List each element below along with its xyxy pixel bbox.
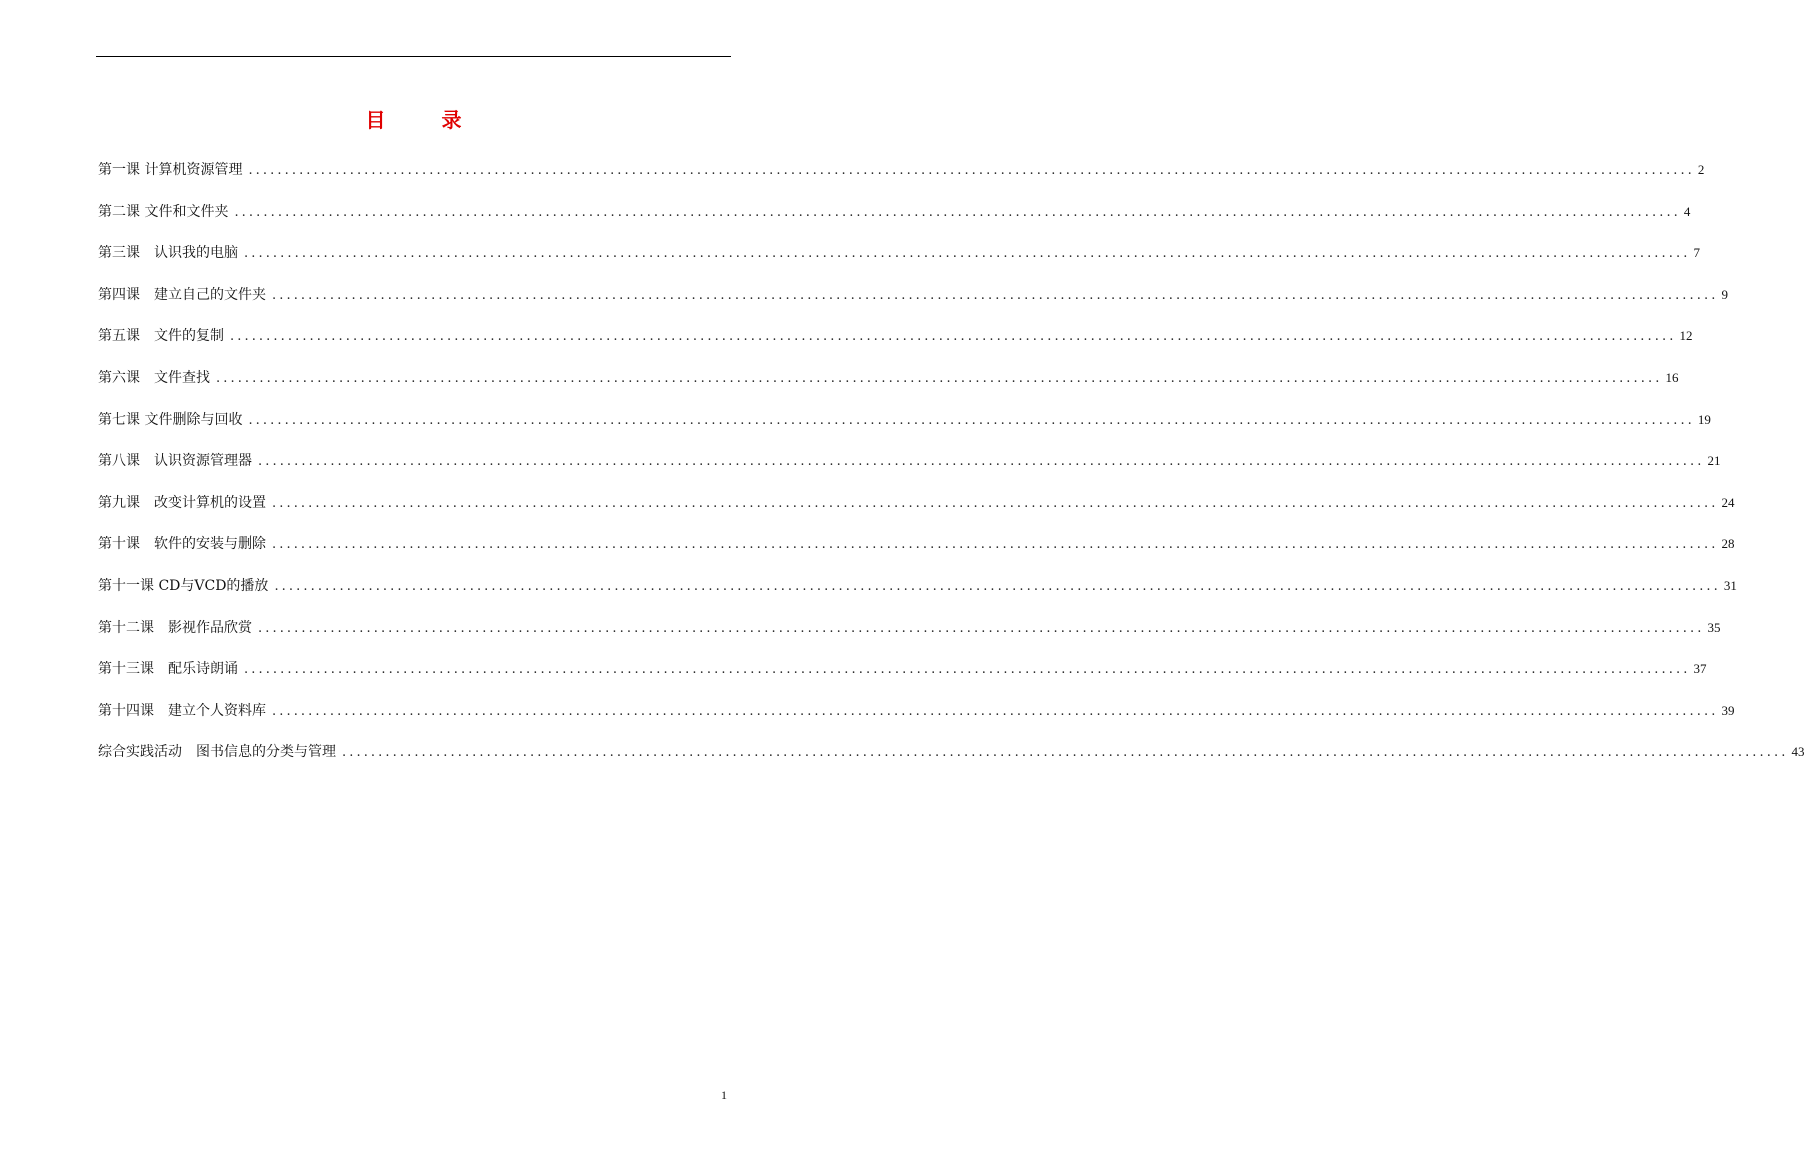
dot-leader: ........................................................................................................................................................................................................ [248,412,1695,428]
toc-entry-label: 综合实践活动 图书信息的分类与管理 [98,744,336,761]
dot-leader: ........................................................................................................................................................................................................ [272,287,1719,303]
toc-entry-label: 第十二课 影视作品欣赏 [98,619,252,636]
dot-leader: ........................................................................................................................................................................................................ [258,620,1705,636]
toc-entry[interactable] [98,367,1679,409]
toc-entry-page: 35 [1707,619,1721,635]
toc-entry-label: 第十课 软件的安装与删除 [98,536,266,553]
toc-entry-label: 第九课 改变计算机的设置 [98,494,266,511]
toc-entry-page: 12 [1679,328,1693,344]
toc-entry-page: 21 [1707,453,1721,469]
toc-entry[interactable] [98,617,1721,659]
dot-leader: ........................................................................................................................................................................................................ [258,454,1705,470]
toc-entry-page: 16 [1665,369,1679,385]
header-rule [96,56,731,57]
dot-leader: ........................................................................................................................................................................................................ [272,703,1719,719]
toc-entry[interactable] [98,201,1691,243]
toc-entry[interactable] [98,159,1705,201]
toc-entry[interactable] [98,575,1737,617]
toc-entry-label: 第十四课 建立个人资料库 [98,702,266,719]
dot-leader: ........................................................................................................................................................................................................ [244,246,1691,262]
toc-entry[interactable] [98,741,1804,783]
dot-leader: ........................................................................................................................................................................................................ [272,495,1719,511]
dot-leader: ........................................................................................................................................................................................................ [272,537,1719,553]
toc-entry[interactable] [98,533,1735,575]
toc-entry-label: 第七课 文件删除与回收 [98,411,243,428]
toc-entry-label: 第三课 认识我的电脑 [98,245,238,262]
toc-entry[interactable] [98,658,1707,700]
toc-entry-label: 第四课 建立自己的文件夹 [98,286,266,303]
toc-entry[interactable] [98,409,1711,451]
toc-entry-page: 43 [1791,744,1804,760]
toc-entry-page: 2 [1697,162,1705,177]
toc-entry-label: 第一课 计算机资源管理 [98,162,243,178]
dot-leader: ........................................................................................................................................................................................................ [248,163,1695,178]
toc-entry[interactable] [98,325,1693,367]
dot-leader: ........................................................................................................................................................................................................ [244,662,1691,678]
toc-entry-label: 第十三课 配乐诗朗诵 [98,661,238,678]
dot-leader: ........................................................................................................................................................................................................ [234,204,1681,220]
toc-entry-label: 第八课 认识资源管理器 [98,453,252,470]
toc-entry-page: 24 [1721,494,1735,510]
page-number: 1 [721,1088,727,1102]
toc-entry[interactable] [98,242,1700,284]
toc-entry[interactable] [98,450,1721,492]
toc-entry-label: 第六课 文件查找 [98,369,210,386]
toc-entry-page: 7 [1693,245,1700,261]
toc-entry[interactable] [98,700,1735,742]
toc-entry-page: 9 [1721,286,1728,302]
dot-leader: ........................................................................................................................................................................................................ [342,745,1789,761]
dot-leader: ........................................................................................................................................................................................................ [274,578,1721,594]
toc-entry-page: 37 [1693,661,1707,677]
dot-leader: ........................................................................................................................................................................................................ [216,370,1663,386]
toc-entry[interactable] [98,284,1728,326]
toc-entry-page: 31 [1723,577,1737,593]
toc-entry-label: 第十一课 CD与VCD的播放 [98,577,269,594]
toc-entry-page: 28 [1721,536,1735,552]
toc-entry-page: 39 [1721,702,1735,718]
toc-entry[interactable] [98,492,1735,534]
toc-list [98,159,1804,783]
toc-entry-page: 4 [1683,203,1691,219]
toc-title: 目 录 [365,108,480,132]
toc-entry-page: 19 [1697,411,1711,427]
toc-entry-label: 第二课 文件和文件夹 [98,203,229,220]
toc-entry-label: 第五课 文件的复制 [98,328,224,345]
dot-leader: ........................................................................................................................................................................................................ [230,329,1677,345]
